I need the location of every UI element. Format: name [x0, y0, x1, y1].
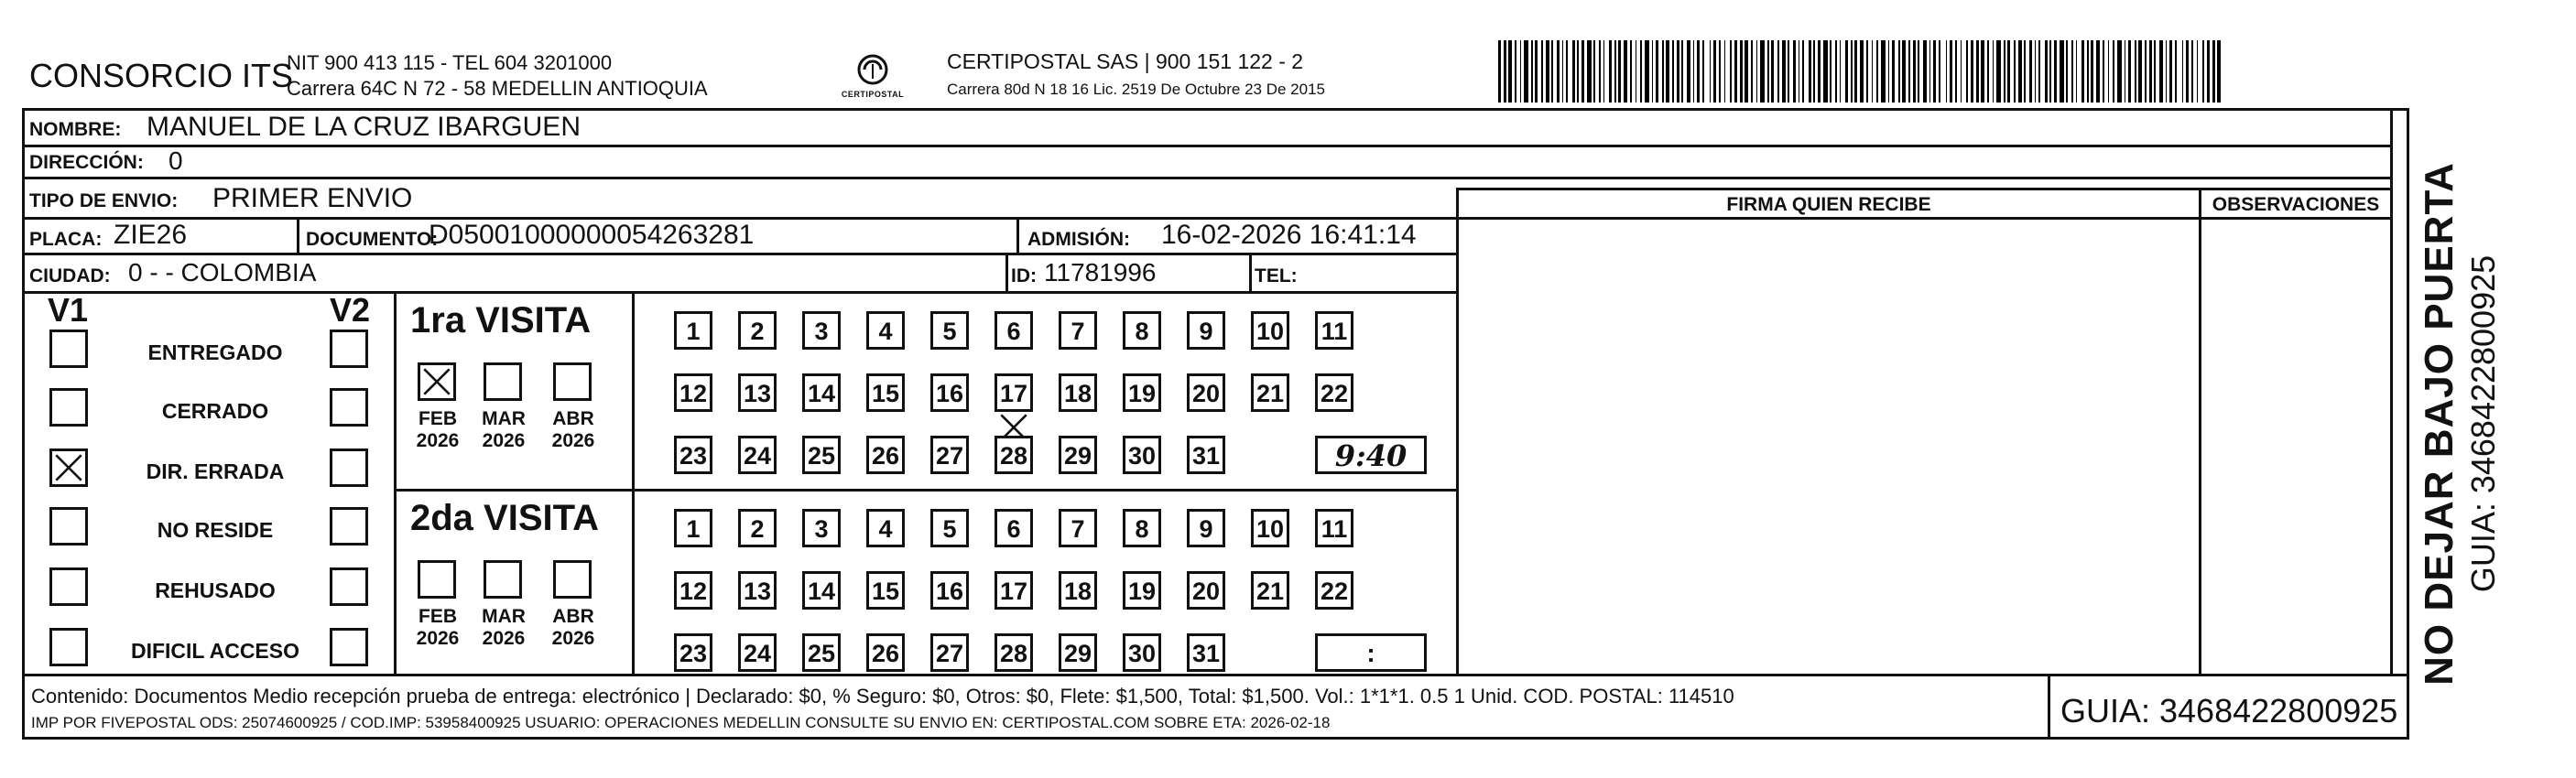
day-box[interactable]: 31	[1187, 436, 1225, 474]
admision-value: 16-02-2026 16:41:14	[1161, 220, 1417, 250]
no-dejar-text: NO DEJAR BAJO PUERTA	[2417, 162, 2462, 686]
barcode-bar	[1971, 40, 1973, 103]
side-guia-text: GUIA: 3468422800925	[2464, 254, 2502, 593]
barcode-bar	[2207, 40, 2210, 103]
side-notice	[2414, 108, 2505, 740]
barcode-bar	[1697, 40, 1700, 103]
barcode-bar	[1830, 40, 1831, 103]
day-box[interactable]: 5	[930, 509, 969, 547]
barcode-bar	[1872, 40, 1873, 103]
placa-value: ZIE26	[114, 220, 188, 250]
barcode-bar	[2212, 40, 2215, 103]
status-v1-checkbox[interactable]	[49, 628, 88, 666]
month-label	[474, 408, 533, 452]
day-box[interactable]: 26	[866, 436, 905, 474]
month-year: 2026	[482, 628, 526, 649]
month-checkbox[interactable]	[553, 362, 592, 401]
month-label	[408, 606, 467, 650]
barcode-bar	[1987, 40, 1989, 103]
admision-label: ADMISIÓN:	[1027, 229, 1130, 250]
barcode-bar	[2197, 40, 2198, 103]
barcode-bar	[1687, 40, 1690, 103]
barcode-bar	[2182, 40, 2183, 103]
direccion-value: 0	[168, 146, 183, 175]
barcode-bar	[1854, 40, 1857, 103]
day-box[interactable]: 29	[1059, 436, 1097, 474]
barcode-bar	[1593, 40, 1595, 103]
ciudad-label: CIUDAD:	[29, 265, 111, 286]
barcode-bar	[1933, 40, 1936, 103]
barcode-bar	[2029, 40, 2032, 103]
company-line-1: NIT 900 413 115 - TEL 604 3201000	[287, 51, 613, 74]
barcode-bar	[1751, 40, 1753, 103]
month-label	[544, 606, 603, 650]
day-box[interactable]: 30	[1123, 436, 1161, 474]
barcode-bar	[2035, 40, 2036, 103]
company-line-2: Carrera 64C N 72 - 58 MEDELLIN ANTIOQUIA	[287, 77, 708, 100]
barcode-bar	[1898, 40, 1900, 103]
barcode-bar	[1504, 40, 1506, 103]
time-box[interactable]: :	[1315, 633, 1427, 672]
barcode-bar	[1572, 40, 1575, 103]
day-box[interactable]: 5	[930, 311, 969, 350]
day-box[interactable]: 20	[1187, 571, 1225, 610]
month-label	[474, 606, 533, 650]
month-year: 2026	[416, 628, 460, 649]
status-option-label: NO RESIDE	[157, 518, 274, 542]
status-option-label: DIFICIL ACCESO	[130, 639, 299, 663]
barcode-bar	[1624, 40, 1627, 103]
nombre-value: MANUEL DE LA CRUZ IBARGUEN	[147, 112, 581, 142]
barcode-bar	[1662, 40, 1664, 103]
day-box[interactable]: 28	[995, 633, 1033, 672]
status-v2-checkbox[interactable]	[330, 388, 368, 427]
day-box[interactable]: 10	[1251, 509, 1289, 547]
barcode-bar	[1535, 40, 1538, 103]
day-box[interactable]: 10	[1251, 311, 1289, 350]
barcode-bar	[1881, 40, 1886, 103]
barcode-bar	[1645, 40, 1649, 103]
barcode-bar	[1702, 40, 1704, 103]
status-v2-checkbox[interactable]	[330, 567, 368, 606]
day-box[interactable]: 18	[1059, 571, 1097, 610]
barcode-bar	[1609, 40, 1612, 103]
barcode-bar	[2202, 40, 2204, 103]
barcode-bar	[2149, 40, 2152, 103]
barcode-bar	[2066, 40, 2068, 103]
barcode-bar	[1710, 40, 1711, 103]
barcode-bar	[2076, 40, 2077, 103]
month-label	[544, 408, 603, 452]
day-box[interactable]: 14	[802, 373, 841, 412]
barcode-bar	[2081, 40, 2084, 103]
day-box[interactable]: 14	[802, 571, 841, 610]
tel-label: TEL:	[1255, 265, 1298, 286]
id-value: 11781996	[1044, 258, 1157, 286]
barcode-bar	[2217, 40, 2221, 103]
month-checkbox[interactable]	[418, 560, 456, 599]
day-box[interactable]: 4	[866, 509, 905, 547]
barcode-bar	[1929, 40, 1930, 103]
day-box[interactable]: 29	[1059, 633, 1097, 672]
month-name: ABR	[552, 408, 594, 429]
day-box[interactable]: 24	[738, 633, 777, 672]
barcode-bar	[1730, 40, 1732, 103]
status-option-label: ENTREGADO	[147, 340, 283, 364]
barcode-bar	[2014, 40, 2016, 103]
barcode-bar	[1551, 40, 1553, 103]
day-box[interactable]: 21	[1251, 571, 1289, 610]
day-box[interactable]: 8	[1123, 509, 1161, 547]
barcode-bar	[2128, 40, 2131, 103]
barcode-bar	[2113, 40, 2114, 103]
day-box[interactable]: 25	[802, 633, 841, 672]
status-v1-checkbox[interactable]	[49, 388, 88, 427]
day-box[interactable]: 22	[1315, 571, 1353, 610]
barcode-bar	[1756, 40, 1757, 103]
status-v2-checkbox[interactable]	[330, 330, 368, 368]
barcode-bar	[1745, 40, 1748, 103]
barcode-bar	[2154, 40, 2156, 103]
barcode-bar	[1603, 40, 1604, 103]
barcode-bar	[2138, 40, 2142, 103]
barcode-bar	[2071, 40, 2073, 103]
month-year: 2026	[551, 430, 595, 451]
day-box[interactable]: 21	[1251, 373, 1289, 412]
status-option-label: DIR. ERRADA	[146, 459, 285, 483]
barcode-bar	[1950, 40, 1952, 103]
barcode-bar	[1851, 40, 1853, 103]
day-box[interactable]: 12	[674, 571, 712, 610]
barcode-bar	[1939, 40, 1940, 103]
day-box[interactable]: 22	[1315, 373, 1353, 412]
barcode-bar	[2045, 40, 2048, 103]
time-box[interactable]: 9:40	[1315, 436, 1427, 474]
month-checkbox[interactable]	[484, 362, 522, 401]
barcode-bar	[1788, 40, 1789, 103]
barcode-bar	[2038, 40, 2040, 103]
barcode-bar	[1508, 40, 1512, 103]
day-box[interactable]: 8	[1123, 311, 1161, 350]
barcode-bar	[1918, 40, 1919, 103]
day-box[interactable]: 2	[738, 509, 777, 547]
status-v1-checkbox[interactable]	[49, 567, 88, 606]
day-box[interactable]: 3	[802, 509, 841, 547]
barcode-bar	[1860, 40, 1864, 103]
barcode-bar	[2004, 40, 2005, 103]
barcode-bar	[2018, 40, 2022, 103]
barcode-bar	[1498, 40, 1501, 103]
tipo-value: PRIMER ENVIO	[212, 183, 413, 213]
barcode-bar	[2108, 40, 2109, 103]
barcode-bar	[1771, 40, 1774, 103]
barcode-bar	[1976, 40, 1979, 103]
barcode-bar	[1724, 40, 1725, 103]
barcode-bar	[2091, 40, 2093, 103]
barcode-bar	[2175, 40, 2177, 103]
observaciones-header: OBSERVACIONES	[2212, 194, 2380, 215]
day-box[interactable]: 2	[738, 311, 777, 350]
barcode-bar	[1876, 40, 1878, 103]
month-checkbox[interactable]	[553, 560, 592, 599]
day-box[interactable]: 18	[1059, 373, 1097, 412]
day-box[interactable]: 4	[866, 311, 905, 350]
day-box[interactable]: 1	[674, 509, 712, 547]
barcode-bar	[1767, 40, 1769, 103]
barcode-bar	[1656, 40, 1658, 103]
status-v1-checkbox[interactable]	[49, 448, 88, 487]
barcode-bar	[1981, 40, 1984, 103]
barcode-bar	[1777, 40, 1779, 103]
status-v2-checkbox[interactable]	[330, 448, 368, 487]
barcode-bar	[2007, 40, 2010, 103]
barcode-bar	[2103, 40, 2104, 103]
month-name: ABR	[552, 606, 594, 627]
barcode-bar	[2087, 40, 2089, 103]
imp-text: IMP POR FIVEPOSTAL ODS: 25074600925 / COD.IMP: 53958400925 USUARIO: OPERACIONES MEDELLIN CONSULTE SU ENVIO EN: CERTIPOSTAL.COM SOBRE ETA: 2026-02-18	[31, 714, 1331, 731]
day-box[interactable]: 3	[802, 311, 841, 350]
barcode-bar	[1581, 40, 1584, 103]
barcode-bar	[1793, 40, 1796, 103]
barcode-bar	[1677, 40, 1679, 103]
barcode-bar	[1557, 40, 1560, 103]
barcode-bar	[1888, 40, 1889, 103]
documento-label: DOCUMENTO:	[306, 229, 439, 250]
barcode-bar	[1892, 40, 1895, 103]
barcode-bar	[1782, 40, 1786, 103]
barcode-bar	[2060, 40, 2064, 103]
barcode-bar	[2166, 40, 2167, 103]
day-box[interactable]: 6	[995, 509, 1033, 547]
status-option-label: CERRADO	[161, 399, 269, 423]
day-box[interactable]: 6	[995, 311, 1033, 350]
v2-label: V2	[330, 291, 371, 329]
day-box[interactable]: 7	[1059, 509, 1097, 547]
barcode-bar	[1577, 40, 1579, 103]
barcode-bar	[1818, 40, 1821, 103]
day-box[interactable]: 23	[674, 633, 712, 672]
barcode-bar	[1840, 40, 1841, 103]
barcode-bar	[1902, 40, 1906, 103]
firma-header: FIRMA QUIEN RECIBE	[1726, 194, 1931, 215]
visit-title: 1ra VISITA	[410, 300, 592, 340]
day-number: 17	[999, 380, 1028, 407]
barcode-bar	[1961, 40, 1962, 103]
month-year: 2026	[482, 430, 526, 451]
placa-label: PLACA:	[29, 229, 103, 250]
month-label	[408, 408, 467, 452]
barcode-bar	[1562, 40, 1563, 103]
barcode-bar	[1546, 40, 1549, 103]
barcode-bar	[1845, 40, 1848, 103]
barcode-bar	[1652, 40, 1653, 103]
day-box[interactable]: 15	[866, 373, 905, 412]
day-box[interactable]: 16	[930, 373, 969, 412]
logo-text: CERTIPOSTAL	[841, 90, 905, 99]
barcode-bar	[1740, 40, 1743, 103]
month-name: MAR	[482, 606, 526, 627]
status-v2-checkbox[interactable]	[330, 507, 368, 546]
barcode-bar	[1802, 40, 1804, 103]
month-year: 2026	[416, 430, 460, 451]
barcode-bar	[1996, 40, 2001, 103]
company-name: CONSORCIO ITS	[29, 57, 294, 94]
barcode-bar	[1835, 40, 1837, 103]
barcode-bar	[2054, 40, 2057, 103]
day-box[interactable]: 31	[1187, 633, 1225, 672]
day-box[interactable]: 20	[1187, 373, 1225, 412]
barcode-bar	[1681, 40, 1683, 103]
day-box[interactable]: 12	[674, 373, 712, 412]
barcode	[1498, 40, 2222, 103]
day-box[interactable]: 25	[802, 436, 841, 474]
barcode-bar	[1640, 40, 1642, 103]
certipostal-logo	[841, 48, 905, 104]
day-box[interactable]: 27	[930, 633, 969, 672]
ciudad-value: 0 - - COLOMBIA	[128, 258, 317, 286]
barcode-bar	[1630, 40, 1632, 103]
barcode-bar	[1993, 40, 1994, 103]
barcode-bar	[1531, 40, 1533, 103]
nombre-label: NOMBRE:	[29, 119, 122, 140]
barcode-bar	[2145, 40, 2147, 103]
barcode-bar	[1618, 40, 1621, 103]
day-box[interactable]: 19	[1123, 373, 1161, 412]
barcode-bar	[1823, 40, 1828, 103]
footer-guia: GUIA: 3468422800925	[2060, 692, 2398, 729]
barcode-bar	[1946, 40, 1947, 103]
barcode-bar	[1524, 40, 1528, 103]
day-box[interactable]: 26	[866, 633, 905, 672]
barcode-bar	[1734, 40, 1737, 103]
barcode-bar	[2191, 40, 2193, 103]
barcode-bar	[1566, 40, 1568, 103]
day-box[interactable]: 30	[1123, 633, 1161, 672]
day-box[interactable]: 16	[930, 571, 969, 610]
direccion-label: DIRECCIÓN:	[29, 152, 144, 173]
tipo-label: TIPO DE ENVIO:	[29, 190, 179, 211]
barcode-bar	[2117, 40, 2122, 103]
barcode-bar	[1866, 40, 1868, 103]
status-option-label: REHUSADO	[155, 578, 276, 602]
day-box[interactable]: 24	[738, 436, 777, 474]
barcode-bar	[1760, 40, 1765, 103]
barcode-bar	[1541, 40, 1543, 103]
barcode-bar	[2169, 40, 2172, 103]
v1-label: V1	[48, 291, 89, 329]
day-box[interactable]: 1	[674, 311, 712, 350]
day-box[interactable]: 17	[995, 571, 1033, 610]
contenido-text: Contenido: Documentos Medio recepción prueba de entrega: electrónico | Declarado: $0, % Seguro: $0, Otros: $0, Flete: $1,500, Total: $1,500. Vol.: 1*1*1. 0.5 1 Unid. COD. POSTAL: 114510	[31, 685, 1734, 708]
barcode-bar	[1515, 40, 1516, 103]
month-name: FEB	[418, 408, 457, 429]
status-v1-checkbox[interactable]	[49, 507, 88, 546]
month-name: MAR	[482, 408, 526, 429]
barcode-bar	[1587, 40, 1592, 103]
barcode-bar	[1520, 40, 1521, 103]
month-checkbox[interactable]	[484, 560, 522, 599]
barcode-bar	[1599, 40, 1601, 103]
barcode-bar	[1913, 40, 1916, 103]
courier-line-2: Carrera 80d N 18 16 Lic. 2519 De Octubre 23 De 2015	[947, 81, 1325, 98]
barcode-bar	[1614, 40, 1616, 103]
barcode-bar	[1693, 40, 1694, 103]
day-box[interactable]: 7	[1059, 311, 1097, 350]
day-box[interactable]: 15	[866, 571, 905, 610]
barcode-bar	[1809, 40, 1811, 103]
barcode-bar	[2186, 40, 2189, 103]
barcode-bar	[1908, 40, 1910, 103]
barcode-bar	[1672, 40, 1674, 103]
day-box[interactable]	[995, 373, 1033, 412]
barcode-bar	[2135, 40, 2136, 103]
barcode-bar	[2096, 40, 2100, 103]
day-box[interactable]: 28	[995, 436, 1033, 474]
barcode-bar	[2049, 40, 2051, 103]
status-v1-checkbox[interactable]	[49, 330, 88, 368]
courier-line-1: CERTIPOSTAL SAS | 900 151 122 - 2	[947, 49, 1304, 73]
barcode-bar	[2024, 40, 2026, 103]
barcode-bar	[1923, 40, 1927, 103]
day-box[interactable]: 11	[1315, 509, 1353, 547]
id-label: ID:	[1011, 265, 1037, 286]
day-box[interactable]: 13	[738, 373, 777, 412]
barcode-bar	[1719, 40, 1721, 103]
day-box[interactable]: 11	[1315, 311, 1353, 350]
day-box[interactable]: 19	[1123, 571, 1161, 610]
barcode-bar	[2159, 40, 2163, 103]
status-v2-checkbox[interactable]	[330, 628, 368, 666]
day-box[interactable]: 9	[1187, 509, 1225, 547]
day-box[interactable]: 23	[674, 436, 712, 474]
barcode-bar	[1955, 40, 1957, 103]
month-name: FEB	[418, 606, 457, 627]
barcode-bar	[1966, 40, 1968, 103]
barcode-bar	[1813, 40, 1815, 103]
barcode-bar	[1713, 40, 1716, 103]
day-box[interactable]: 13	[738, 571, 777, 610]
day-box[interactable]: 27	[930, 436, 969, 474]
month-checkbox[interactable]	[418, 362, 456, 401]
barcode-bar	[1666, 40, 1669, 103]
month-year: 2026	[551, 628, 595, 649]
day-box[interactable]: 9	[1187, 311, 1225, 350]
visit-title: 2da VISITA	[410, 498, 599, 538]
documento-value: D05001000000054263281	[429, 220, 755, 250]
